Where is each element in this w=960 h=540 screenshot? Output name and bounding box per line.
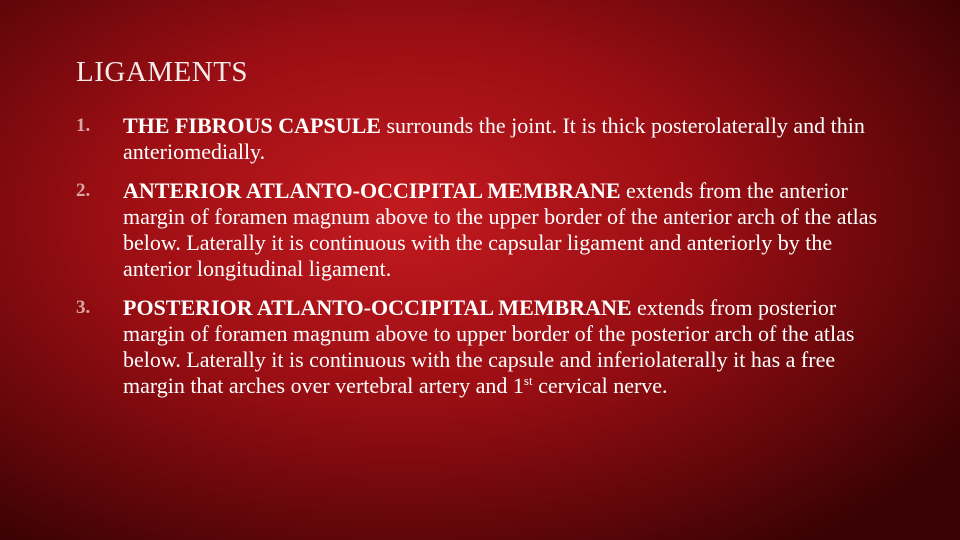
item-body: extends from the anterior margin of foramen magnum above to the upper border of the anterior arch of the atlas below. Laterally it is continuous with the capsular ligament and anteriorly by the anterior longitudinal ligament. — [123, 178, 878, 281]
ordinal-superscript: st — [523, 373, 533, 388]
list-item — [76, 295, 896, 399]
list-item-text — [123, 113, 896, 165]
list-item-text — [123, 178, 896, 282]
item-body: surrounds the joint. It is thick posterolaterally and thin anteriomedially. — [123, 113, 865, 164]
item-body: extends from posterior margin of foramen magnum above to upper border of the posterior arch of the atlas below. Laterally it is continuous with the capsule and inferiolaterally it has a free margin that arches over vertebral artery and 1 — [123, 295, 855, 398]
list-number: 1. — [76, 115, 91, 136]
list-item — [76, 178, 896, 282]
item-body-end: cervical nerve. — [532, 373, 668, 398]
ligament-list — [76, 113, 896, 412]
list-item — [76, 113, 896, 165]
item-heading: THE FIBROUS CAPSULE — [123, 113, 381, 138]
item-heading: ANTERIOR ATLANTO-OCCIPITAL MEMBRANE — [123, 178, 621, 203]
slide-title: LIGAMENTS — [76, 56, 249, 88]
item-heading: POSTERIOR ATLANTO-OCCIPITAL MEMBRANE — [123, 295, 632, 320]
list-number: 3. — [76, 297, 91, 318]
list-item-text — [123, 295, 896, 399]
list-number: 2. — [76, 180, 91, 201]
